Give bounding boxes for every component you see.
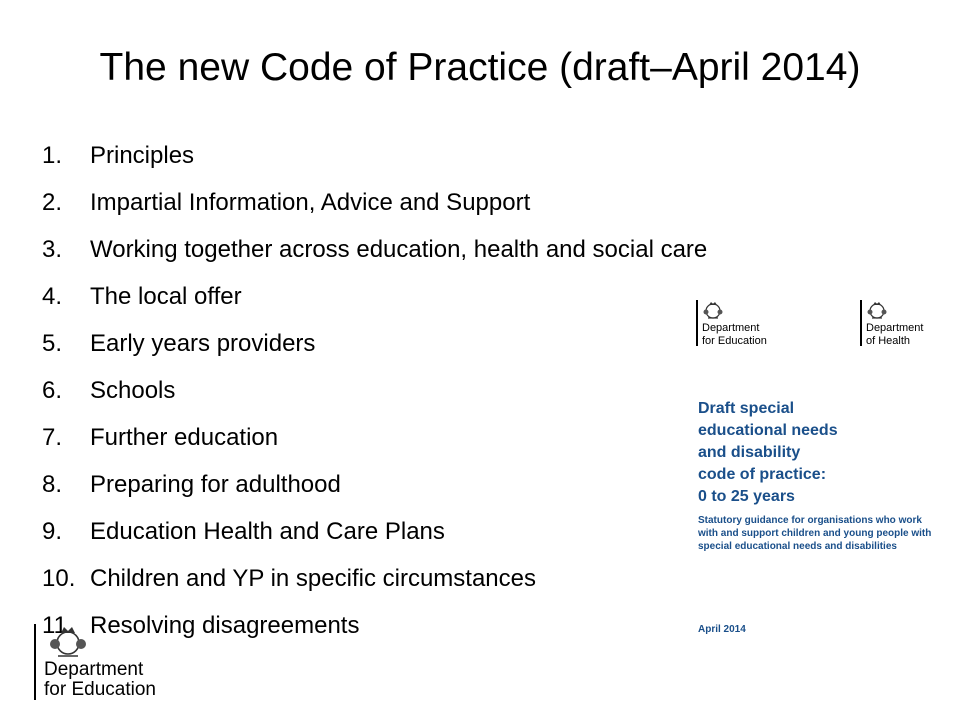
list-item: 10. Children and YP in specific circumstances (42, 565, 536, 592)
logo-divider (860, 300, 862, 346)
list-item: 4. The local offer (42, 283, 242, 310)
royal-crest-icon (48, 624, 88, 658)
document-cover-image (682, 292, 940, 652)
logo-divider (34, 624, 36, 700)
list-item: 1. Principles (42, 142, 195, 169)
list-item: 7. Further education (42, 424, 279, 451)
cover-date: April 2014 (698, 624, 746, 635)
list-item: 3. Working together across education, health and social care (42, 236, 708, 263)
list-item: 2. Impartial Information, Advice and Support (42, 189, 531, 216)
logo-divider (696, 300, 698, 346)
cover-title: Draft special educational needs and disability code of practice: 0 to 25 years (698, 400, 838, 505)
doh-logo-text: Department of Health (866, 322, 924, 347)
list-item: 11. Resolving disagreements (42, 612, 360, 639)
royal-crest-icon (866, 300, 888, 320)
cover-subtitle: Statutory guidance for organisations who work with and support children and young people with special educational needs and disabilities (698, 515, 932, 552)
dfe-logo-text: Department for Education (702, 322, 767, 347)
chapter-list (42, 134, 707, 651)
slide-title: The new Code of Practice (draft–April 2014) (99, 46, 861, 89)
dfe-logo-text: Department for Education (44, 659, 156, 700)
list-item: 5. Early years providers (42, 330, 316, 357)
dfe-footer-logo (34, 624, 184, 704)
list-item: 8. Preparing for adulthood (42, 471, 341, 498)
list-item: 9. Education Health and Care Plans (42, 518, 445, 545)
royal-crest-icon (702, 300, 724, 320)
list-item: 6. Schools (42, 377, 176, 404)
